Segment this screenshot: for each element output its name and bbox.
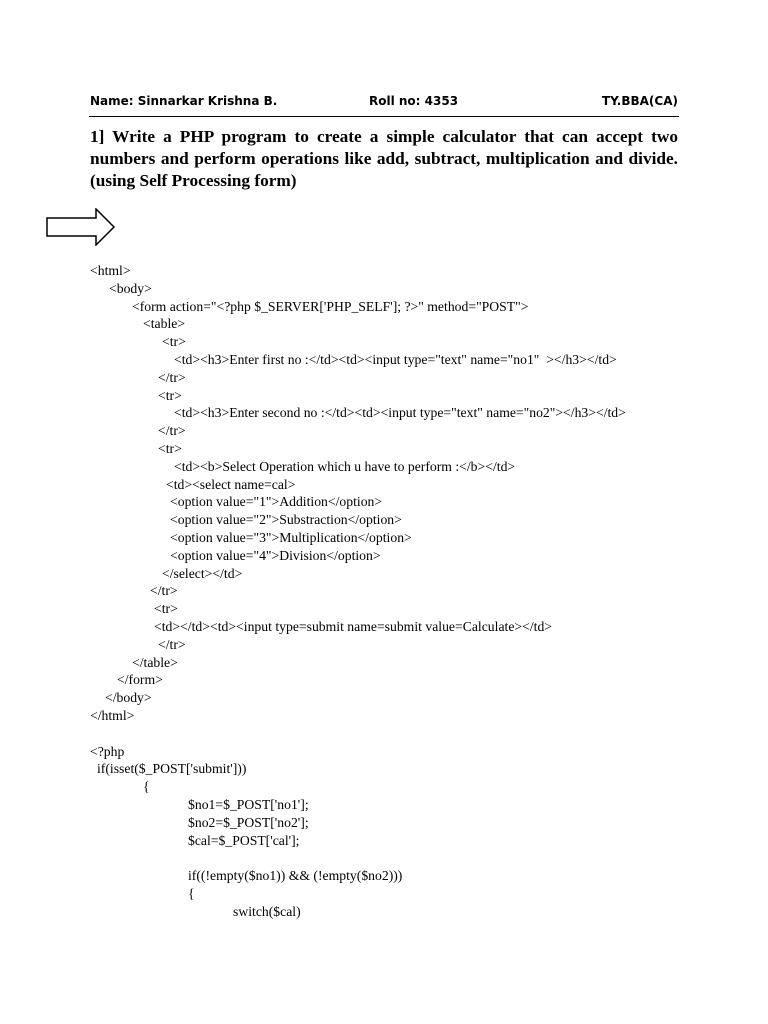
- code-line: </tr>: [158, 369, 186, 385]
- code-line: [188, 849, 768, 867]
- code-line: $no1=$_POST['no1'];: [188, 796, 309, 812]
- code-line: </tr>: [150, 583, 178, 599]
- header-name: Name: Sinnarkar Krishna B.: [90, 94, 278, 108]
- code-line: <body>: [109, 280, 152, 296]
- code-line: <td><select name=cal>: [166, 476, 296, 492]
- code-line: <td><b>Select Operation which u have to perform :</b></td>: [174, 458, 516, 474]
- header-class: TY.BBA(CA): [601, 94, 678, 108]
- right-arrow-icon: [46, 208, 116, 246]
- code-line: <tr>: [162, 334, 186, 350]
- code-line: </body>: [105, 690, 152, 706]
- code-line: <option value="1">Addition</option>: [170, 494, 383, 510]
- code-listing: [0, 262, 768, 920]
- question-text: [90, 126, 678, 192]
- code-line: </form>: [117, 672, 163, 688]
- code-line: if(isset($_POST['submit'])): [97, 761, 247, 777]
- code-line: <tr>: [154, 601, 178, 617]
- code-line: [90, 725, 768, 743]
- code-line: <td></td><td><input type=submit name=submit value=Calculate></td>: [154, 618, 553, 634]
- code-line: switch($cal): [233, 903, 301, 919]
- code-line: </select></td>: [162, 565, 243, 581]
- question-line-3: (using Self Processing form): [90, 171, 297, 190]
- question-line-2: numbers and perform operations like add, subtract, multiplication and divide.: [90, 149, 678, 168]
- code-line: </tr>: [158, 423, 186, 439]
- code-line: <option value="2">Substraction</option>: [170, 512, 402, 528]
- code-line: <option value="4">Division</option>: [170, 547, 381, 563]
- code-line: $no2=$_POST['no2'];: [188, 814, 309, 830]
- code-line: </html>: [90, 707, 135, 723]
- code-line: <td><h3>Enter first no :</td><td><input type="text" name="no1" ></h3></td>: [174, 351, 617, 367]
- header-roll-no: Roll no: 4353: [369, 94, 459, 108]
- code-line: <form action="<?php $_SERVER['PHP_SELF']; ?>" method="POST">: [132, 298, 529, 314]
- code-line: <option value="3">Multiplication</option>: [170, 529, 412, 545]
- code-line: $cal=$_POST['cal'];: [188, 832, 300, 848]
- code-line: </table>: [132, 654, 178, 670]
- question-line-1: 1] Write a PHP program to create a simple calculator that can accept two: [90, 127, 678, 146]
- code-line: <html>: [90, 263, 131, 278]
- code-line: <tr>: [158, 440, 182, 456]
- code-line: <tr>: [158, 387, 182, 403]
- code-line: <table>: [143, 316, 186, 332]
- code-line: </tr>: [158, 636, 186, 652]
- code-line: {: [188, 885, 195, 901]
- code-line: if((!empty($no1)) && (!empty($no2))): [188, 868, 403, 884]
- code-line: <td><h3>Enter second no :</td><td><input type="text" name="no2"></h3></td>: [174, 405, 626, 421]
- header-rule: [89, 116, 679, 117]
- code-line: <?php: [90, 743, 125, 759]
- code-line: {: [143, 779, 150, 795]
